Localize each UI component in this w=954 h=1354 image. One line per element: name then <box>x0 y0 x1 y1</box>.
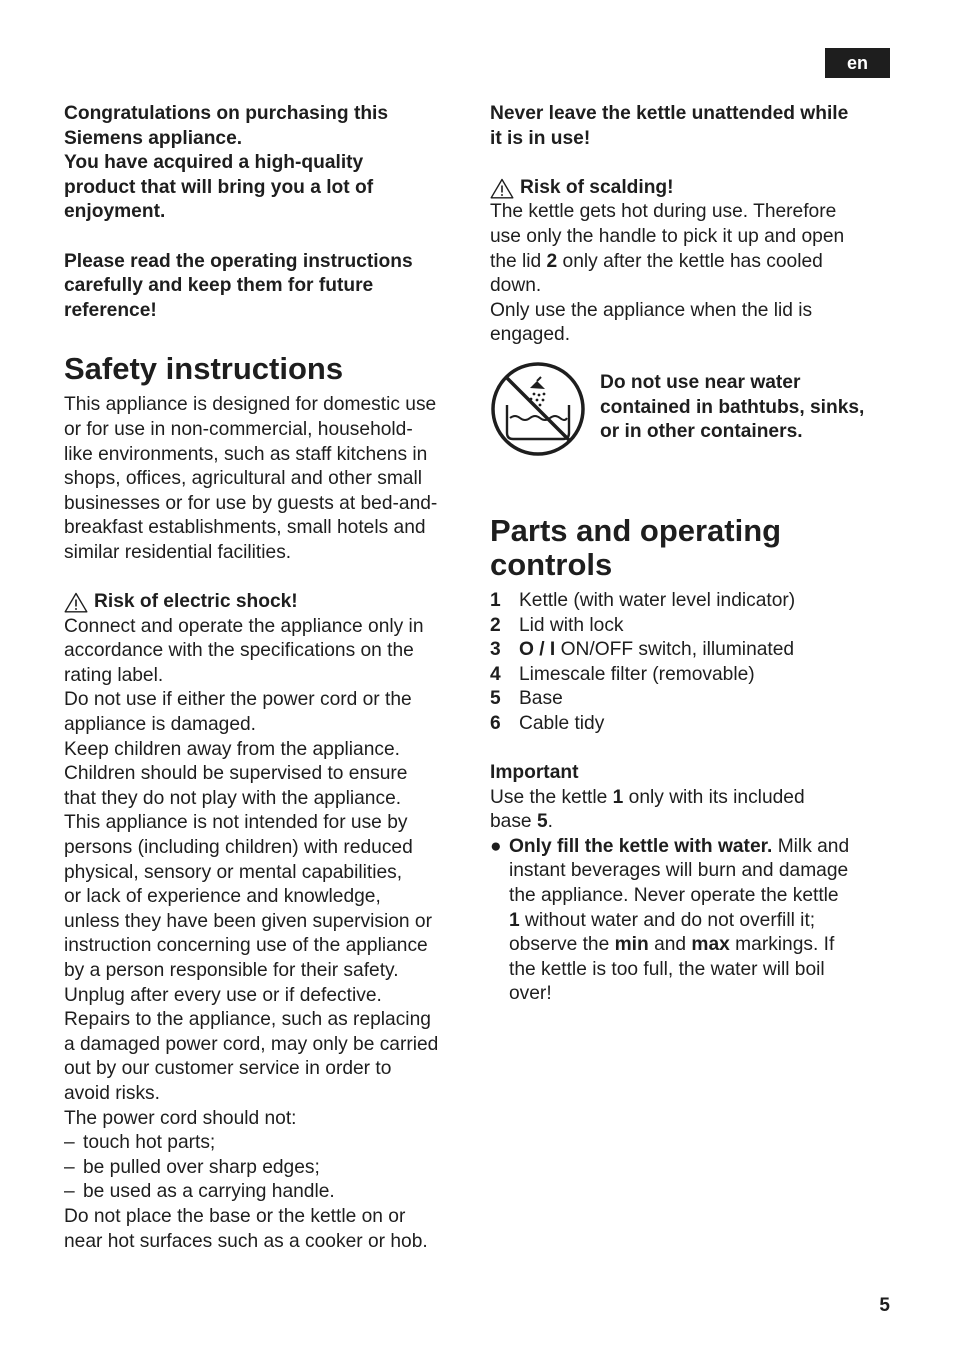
text-line: The power cord should not: <box>64 1107 297 1129</box>
right-column <box>490 102 890 1007</box>
parts-heading: Parts and operating controls <box>490 512 782 582</box>
language-tab: en <box>825 48 890 78</box>
text-line: like environments, such as staff kitchens in <box>64 443 428 465</box>
text-line: Never leave the kettle unattended while <box>490 103 849 124</box>
text-line: The kettle gets hot during use. Therefore <box>490 201 837 223</box>
safety-instructions-heading: Safety instructions <box>64 351 344 387</box>
electric-shock-warning-title <box>64 590 466 615</box>
text-line: Keep children away from the appliance. <box>64 738 400 760</box>
text-line: the lid 2 only after the kettle has cooled <box>490 250 823 272</box>
text-line: Repairs to the appliance, such as replacing <box>64 1009 431 1031</box>
text-line: use only the handle to pick it up and open <box>490 225 845 247</box>
text-line: down. <box>490 275 542 297</box>
text-line: Do not use if either the power cord or the <box>64 689 412 711</box>
left-column <box>64 102 466 1254</box>
scalding-warning-title <box>490 176 890 201</box>
text-line: it is in use! <box>490 127 591 149</box>
electric-shock-text <box>64 615 466 1254</box>
list-item: 1 Kettle (with water level indicator) <box>490 589 796 611</box>
warning-title-text: Risk of electric shock! <box>94 591 298 613</box>
text-line: by a person responsible for their safety. <box>64 960 399 981</box>
text-line: out by our customer service in order to <box>64 1058 392 1080</box>
list-item: 2 Lid with lock <box>490 614 624 636</box>
warning-title-text: Risk of scalding! <box>520 176 674 198</box>
bullet-item: ● Only fill the kettle with water. Milk and instant beverages will burn and damage the appliance. Never operate the kettle 1 without water and do not overfill it; observe the min and max markings. If the kettle is too full, the water will boil over! <box>490 835 890 1007</box>
note-line: carefully and keep them for future <box>64 275 374 297</box>
intro-line: enjoyment. <box>64 201 166 223</box>
text-line: base 5. <box>490 811 553 833</box>
text-line: engaged. <box>490 324 571 346</box>
text-line: breakfast establishments, small hotels and <box>64 517 426 539</box>
text-line: Use the kettle 1 only with its included <box>490 786 805 808</box>
intro-line: product that will bring you a lot of <box>64 176 374 198</box>
text-line: or for use in non-commercial, household- <box>64 418 413 440</box>
intro-congratulations <box>64 102 466 225</box>
text-line: near hot surfaces such as a cooker or hob. <box>64 1230 428 1252</box>
text-line: or lack of experience and knowledge, <box>64 886 381 908</box>
text-line: physical, sensory or mental capabilities, <box>64 861 403 883</box>
text-line: shops, offices, agricultural and other small <box>64 468 422 490</box>
no-water-warning-text <box>600 361 864 445</box>
text-line: Children should be supervised to ensure <box>64 763 408 785</box>
text-line: contained in bathtubs, sinks, <box>600 396 865 418</box>
text-line: Only use the appliance when the lid is <box>490 299 813 321</box>
scalding-text <box>490 200 890 348</box>
important-section <box>490 761 890 1007</box>
list-item: 4 Limescale filter (removable) <box>490 663 755 685</box>
page-number: 5 <box>879 1295 890 1316</box>
list-item: 6 Cable tidy <box>490 712 605 734</box>
list-item: 5 Base <box>490 688 563 710</box>
text-line: appliance is damaged. <box>64 714 257 736</box>
text-line: that they do not play with the appliance. <box>64 787 402 809</box>
important-title: Important <box>490 762 579 784</box>
text-line: persons (including children) with reduced <box>64 837 413 859</box>
text-line: avoid risks. <box>64 1082 160 1104</box>
text-line: This appliance is not intended for use by <box>64 812 408 834</box>
text-line: rating label. <box>64 664 164 686</box>
text-line: a damaged power cord, may only be carried <box>64 1033 439 1055</box>
list-item: 3 O / I ON/OFF switch, illuminated <box>490 639 795 661</box>
text-line: unless they have been given supervision or <box>64 910 432 932</box>
warning-triangle-icon <box>64 592 88 613</box>
read-instructions-note <box>64 250 466 324</box>
intro-line: You have acquired a high-quality <box>64 152 364 174</box>
text-line: businesses or for use by guests at bed-and- <box>64 492 438 514</box>
text-line: Do not place the base or the kettle on or <box>64 1205 406 1227</box>
text-line: instruction concerning use of the appliance <box>64 935 428 957</box>
dash-list-item: – be pulled over sharp edges; <box>64 1156 320 1178</box>
dash-list-item: – be used as a carrying handle. <box>64 1181 335 1203</box>
text-line: This appliance is designed for domestic use <box>64 394 437 416</box>
parts-list <box>490 589 890 737</box>
no-water-immersion-icon <box>490 361 586 457</box>
note-line: Please read the operating instructions <box>64 250 413 272</box>
text-line: similar residential facilities. <box>64 541 292 563</box>
unattended-warning <box>490 102 890 151</box>
text-line: Unplug after every use or if defective. <box>64 984 382 1006</box>
text-line: Connect and operate the appliance only in <box>64 615 424 637</box>
text-line: or in other containers. <box>600 421 803 443</box>
intro-line: Congratulations on purchasing this <box>64 103 389 124</box>
note-line: reference! <box>64 299 157 321</box>
dash-list-item: – touch hot parts; <box>64 1132 216 1154</box>
warning-triangle-icon <box>490 178 514 199</box>
text-line: Do not use near water <box>600 371 801 393</box>
no-water-warning <box>490 361 890 457</box>
bullet-symbol: ● <box>490 835 502 857</box>
text-line: accordance with the specifications on the <box>64 640 414 662</box>
safety-intro <box>64 393 466 565</box>
intro-line: Siemens appliance. <box>64 127 243 149</box>
